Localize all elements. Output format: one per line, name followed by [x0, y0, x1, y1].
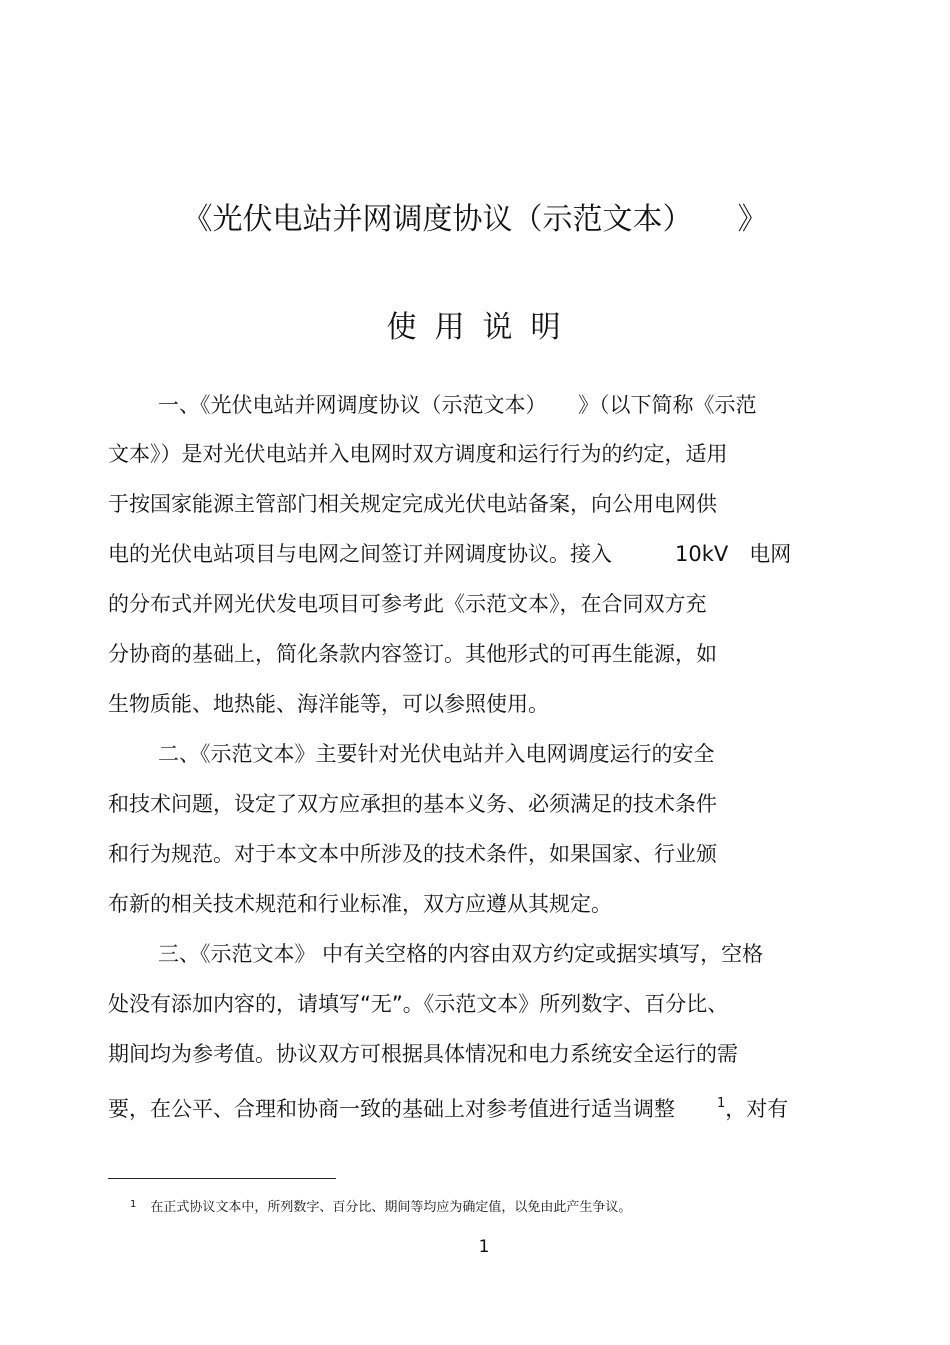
footnote-text: 在正式协议文本中，所列数字、百分比、期间等均应为确定值，以免由此产生争议。 [150, 1200, 632, 1215]
paragraph-line [108, 1089, 788, 1124]
paragraph-text: 要，在公平、合理和协商一致的基础上对参考值进行适当调整 [108, 1097, 717, 1121]
page-number: 1 [478, 1237, 490, 1257]
paragraph-line: 生物质能、地热能、海洋能等，可以参照使用。 [108, 692, 549, 716]
paragraph-line: 电的光伏电站项目与电网之间签订并网调度协议。接入 10kV 电网 [108, 542, 792, 566]
paragraph-line: 期间均为参考值。协议双方可根据具体情况和电力系统安全运行的需 [108, 1042, 738, 1066]
section-heading: 使用说明 [386, 310, 579, 345]
paragraph-line: 于按国家能源主管部门相关规定完成光伏电站备案，向公用电网供 [108, 492, 717, 516]
paragraph-line: 处没有添加内容的，请填写“无”。《示范文本》所列数字、百分比、 [108, 992, 729, 1016]
paragraph-line: 和技术问题，设定了双方应承担的基本义务、必须满足的技术条件 [108, 792, 717, 816]
paragraph-text: ，对有 [725, 1097, 789, 1121]
paragraph-line: 和行为规范。对于本文本中所涉及的技术条件，如果国家、行业颁 [108, 842, 717, 866]
paragraph-line: 布新的相关技术规范和行业标准，双方应遵从其规定。 [108, 892, 612, 916]
footnote-mark: 1 [130, 1199, 137, 1210]
paragraph-line: 文本》）是对光伏电站并入电网时双方调度和运行行为的约定，适用 [108, 442, 728, 466]
paragraph-line: 二、《示范文本》主要针对光伏电站并入电网调度运行的安全 [158, 742, 715, 766]
paragraph-line: 三、《示范文本》 中有关空格的内容由双方约定或据实填写，空格 [158, 942, 764, 966]
footnote [130, 1196, 631, 1217]
footnote-divider [108, 1178, 336, 1179]
paragraph-line: 分协商的基础上，简化条款内容签订。其他形式的可再生能源，如 [108, 642, 717, 666]
paragraph-line: 一、《光伏电站并网调度协议（示范文本） 》（以下简称《示范 [158, 393, 757, 417]
document-title: 《光伏电站并网调度协议（示范文本） 》 [182, 202, 768, 237]
paragraph-line: 的分布式并网光伏发电项目可参考此《示范文本》，在合同双方充 [108, 592, 707, 616]
footnote-reference[interactable]: 1 [717, 1096, 726, 1111]
